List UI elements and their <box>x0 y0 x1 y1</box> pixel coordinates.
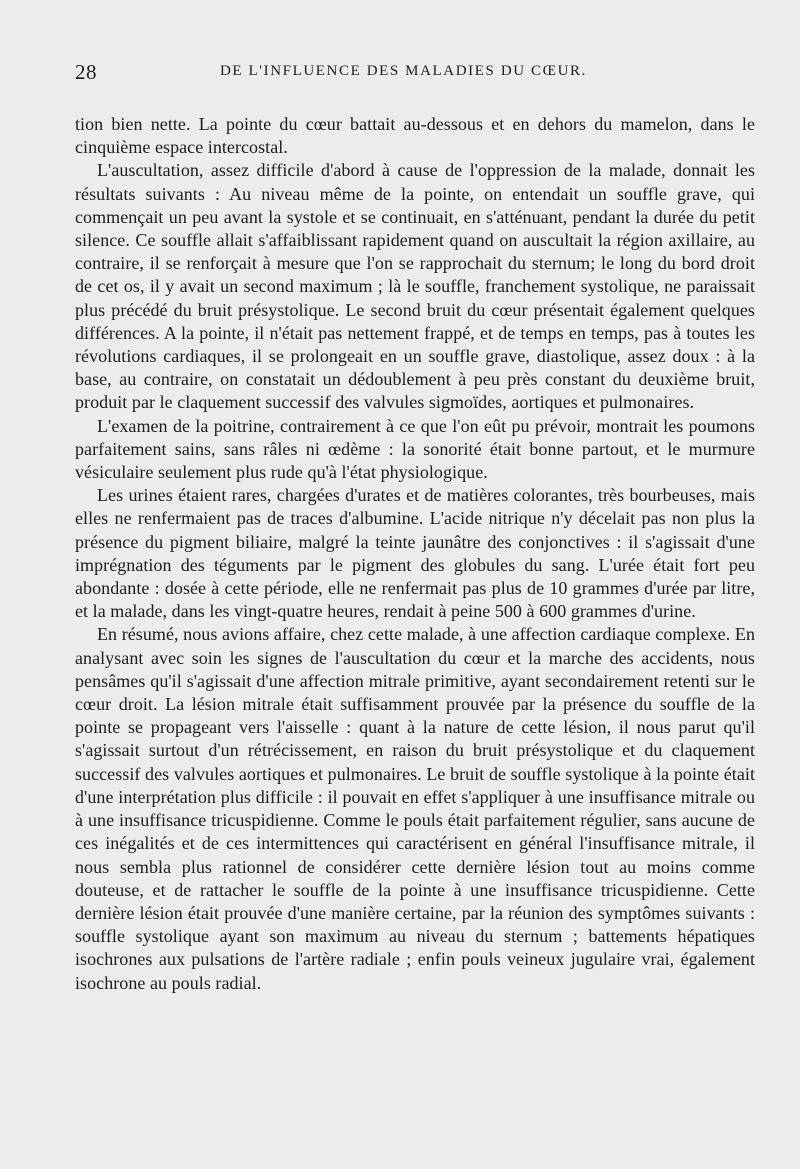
body-text <box>75 113 755 995</box>
page-number: 28 <box>75 60 97 84</box>
running-title: DE L'INFLUENCE DES MALADIES DU CŒUR. <box>220 63 587 79</box>
paragraph-summary: En résumé, nous avions affaire, chez cette malade, à une affection cardiaque complexe. En analysant avec soin les signes de l'auscultation du cœur et la marche des accidents, nous pensâmes qu'il s'agissait d'une affection mitrale primitive, ayant secondairement retenti sur le cœur droit. La lésion mitrale était suffisamment prouvée par la présence du souffle de la pointe se propageant vers l'aisselle : quant à la nature de cette lésion, il nous parut qu'il s'agissait surtout d'un rétrécissement, en raison du bruit présystolique et du claquement successif des valvules aortiques et pulmonaires. Le bruit de souffle systolique à la pointe était d'une interprétation plus difficile : il pouvait en effet s'appliquer à une insuffisance mitrale ou à une insuffisance tricuspidienne. Comme le pouls était parfaitement régulier, sans aucune de ces inégalités et de ces intermittences qui caractérisent en général l'insuffisance mitrale, il nous sembla plus rationnel de considérer cette dernière lésion tout au moins comme douteuse, et de rattacher le souffle de la pointe à une insuffisance tricuspidienne. Cette dernière lésion était prouvée d'une manière certaine, par la réunion des symptômes suivants : souffle systolique ayant son maximum au niveau du sternum ; battements hépatiques isochrones aux pulsations de l'artère radiale ; enfin pouls veineux jugulaire vrai, également isochrone au pouls radial. <box>75 624 755 993</box>
paragraph-continuation: tion bien nette. La pointe du cœur battait au-dessous et en dehors du mamelon, dans le cinquième espace intercostal. <box>75 114 755 158</box>
page-header <box>75 60 745 86</box>
paragraph-chest-exam: L'examen de la poitrine, contrairement à ce que l'on eût pu prévoir, montrait les poumons parfaitement sains, sans râles ni œdème : la sonorité était bonne partout, et le murmure vésiculaire seulement plus rude qu'à l'état physiologique. <box>75 415 755 483</box>
paragraph-urine: Les urines étaient rares, chargées d'urates et de matières colorantes, très bourbeuses, mais elles ne renfermaient pas de traces d'albumine. L'acide nitrique n'y décelait pas non plus la présence du pigment biliaire, malgré la teinte jaunâtre des conjonctives : il s'agissait d'une imprégnation des téguments par le pigment des globules du sang. L'urée était fort peu abondante : dosée à cette période, elle ne renfermait pas plus de 10 grammes d'urée par litre, et la malade, dans les vingt-quatre heures, rendait à peine 500 à 600 grammes d'urine. <box>75 485 755 622</box>
paragraph-auscultation: L'auscultation, assez difficile d'abord à cause de l'oppression de la malade, donnait les résultats suivants : Au niveau même de la pointe, on entendait un souffle grave, qui commençait un peu avant la systole et se continuait, en s'atténuant, pendant la durée du petit silence. Ce souffle allait s'affaiblissant rapidement quand on auscultait la région axillaire, au contraire, il se renforçait à mesure que l'on se rapprochait du sternum; le long du bord droit de cet os, il y avait un second maximum ; là le souffle, franchement systolique, ne paraissait plus précédé du bruit présystolique. Le second bruit du cœur présentait également quelques différences. A la pointe, il n'était pas nettement frappé, et de temps en temps, pas à toutes les révolutions cardiaques, il se prolongeait en un souffle grave, diastolique, assez doux : à la base, au contraire, on constatait un dédoublement à peu près constant du deuxième bruit, produit par le claquement successif des valvules sigmoïdes, aortiques et pulmonaires. <box>75 160 755 413</box>
